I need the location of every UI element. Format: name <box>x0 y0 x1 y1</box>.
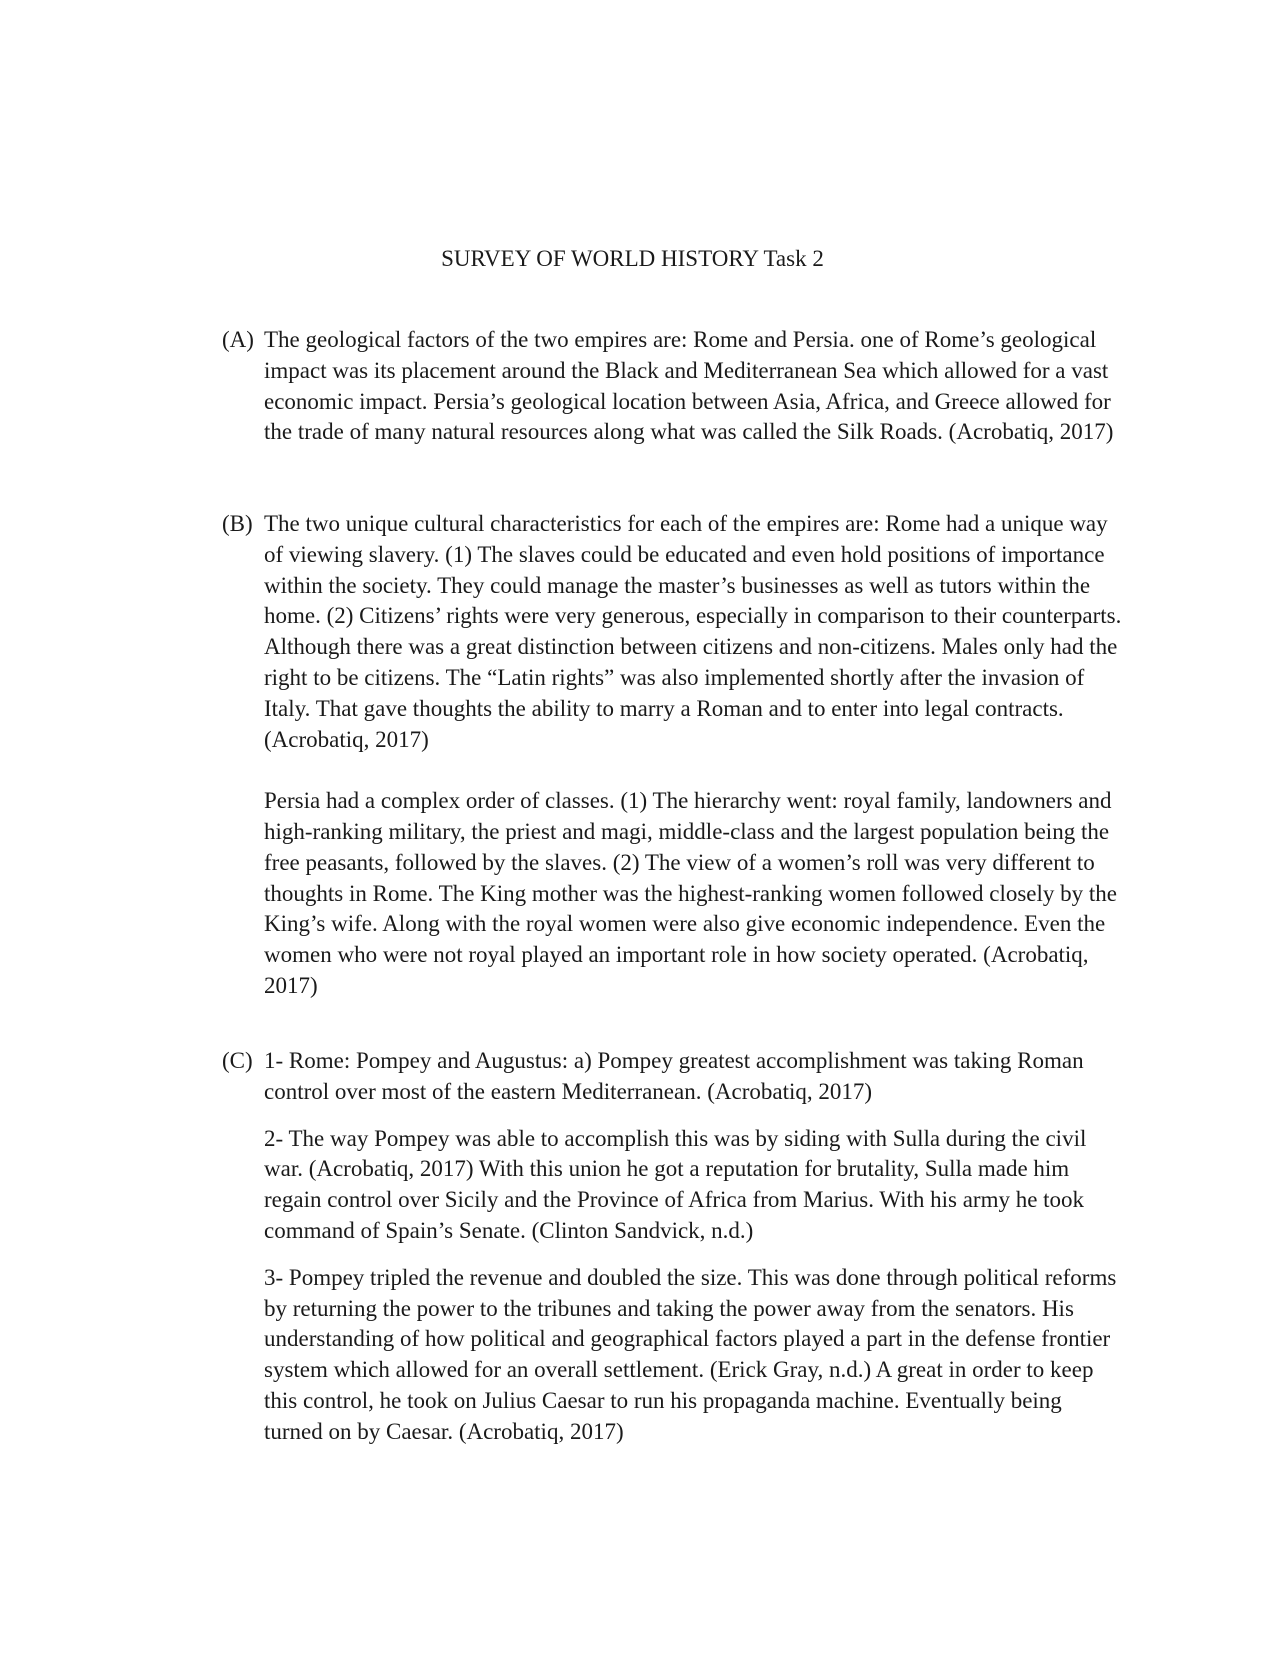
section-c <box>222 1046 1122 1448</box>
section-b-body <box>264 509 1122 1002</box>
section-a-marker: (A) <box>222 327 254 352</box>
section-a-body <box>264 325 1122 448</box>
section-b-paragraph-1: The two unique cultural characteristics for each of the empires are: Rome had a unique way of viewing slavery. (1) The slaves could be educated and even hold positions of importance within the society. They could manage the master’s businesses as well as tutors within the home. (2) Citizens’ rights were very generous, especially in comparison to their counterparts. Although there was a great distinction between citizens and non-citizens. Males only had the right to be citizens. The “Latin rights” was also implemented shortly after the invasion of Italy. That gave thoughts the ability to marry a Roman and to enter into legal contracts. (Acrobatiq, 2017) <box>264 511 1122 752</box>
section-b-paragraph-2: Persia had a complex order of classes. (1) The hierarchy went: royal family, landowners and high-ranking military, the priest and magi, middle-class and the largest population being the free peasants, followed by the slaves. (2) The view of a women’s roll was very different to thoughts in Rome. The King mother was the highest-ranking women followed closely by the King’s wife. Along with the royal women were also give economic independence. Even the women who were not royal played an important role in how society operated. (Acrobatiq, 2017) <box>264 788 1117 998</box>
section-a <box>222 325 1122 448</box>
section-c-paragraph-1: 1- Rome: Pompey and Augustus: a) Pompey greatest accomplishment was taking Roman control over most of the eastern Mediterranean. (Acrobatiq, 2017) <box>264 1048 1084 1104</box>
section-c-paragraph-3: 3- Pompey tripled the revenue and doubled the size. This was done through political reforms by returning the power to the tribunes and taking the power away from the senators. His understanding of how political and geographical factors played a part in the defense frontier system which allowed for an overall settlement. (Erick Gray, n.d.) A great in order to keep this control, he took on Julius Caesar to run his propaganda machine. Eventually being turned on by Caesar. (Acrobatiq, 2017) <box>264 1264 1117 1444</box>
section-a-paragraph-1: The geological factors of the two empires are: Rome and Persia. one of Rome’s geological impact was its placement around the Black and Mediterranean Sea which allowed for a vast economic impact. Persia’s geological location between Asia, Africa, and Greece allowed for the trade of many natural resources along what was called the Silk Roads. (Acrobatiq, 2017) <box>264 327 1114 445</box>
document-title: SURVEY OF WORLD HISTORY Task 2 <box>441 246 824 271</box>
section-c-body <box>264 1046 1122 1448</box>
section-b-marker: (B) <box>222 511 253 536</box>
section-c-marker: (C) <box>222 1048 253 1073</box>
section-c-paragraph-2: 2- The way Pompey was able to accomplish this was by siding with Sulla during the civil war. (Acrobatiq, 2017) With this union he got a reputation for brutality, Sulla made him regain control over Sicily and the Province of Africa from Marius. With his army he took command of Spain’s Senate. (Clinton Sandvick, n.d.) <box>264 1125 1087 1243</box>
section-b <box>222 509 1122 1002</box>
